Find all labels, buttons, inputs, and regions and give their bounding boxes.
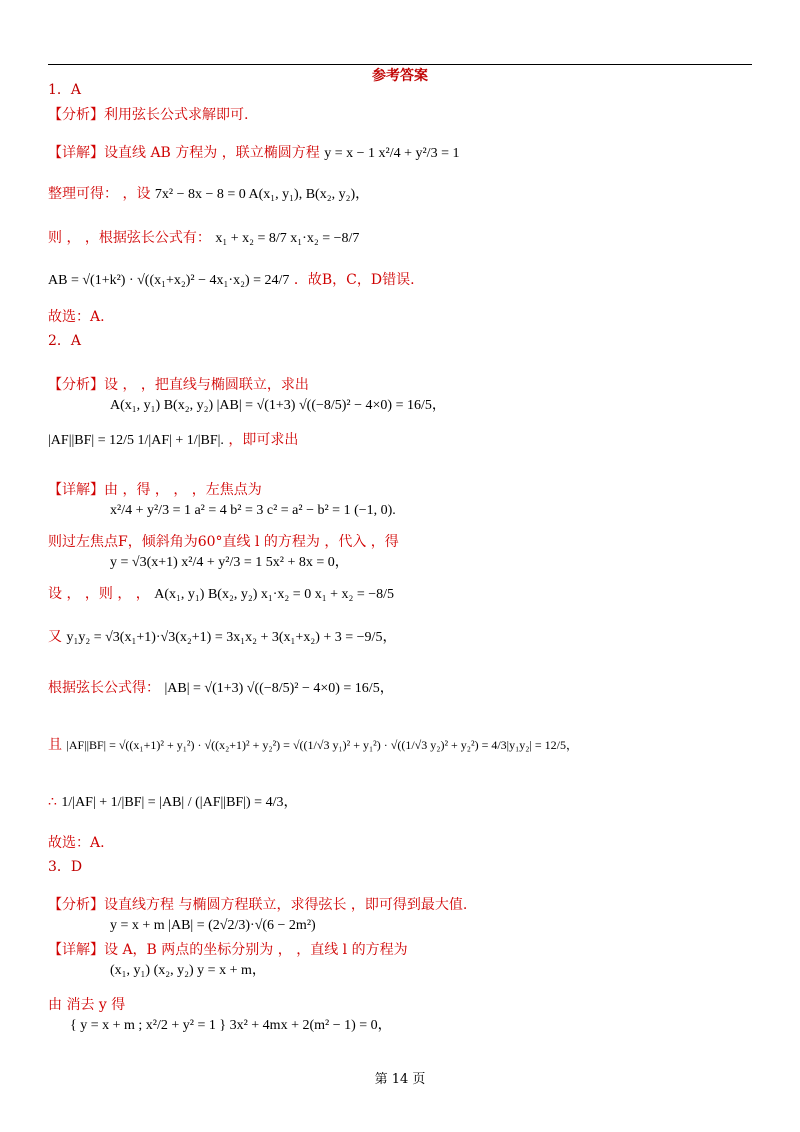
- formula: y = x − 1 x²/4 + y²/3 = 1: [324, 146, 460, 161]
- q1-answer: 故选：A.: [48, 309, 105, 325]
- question-2-number: 2．A: [48, 333, 82, 349]
- q2-line-3: 【详解】由 ，得 ， ， ，左焦点为: [48, 482, 262, 498]
- q3-line-3: 由 消去 y 得: [48, 997, 126, 1013]
- q3-line-2: 【详解】设 A，B 两点的坐标分别为 ， ，直线 l 的方程为: [48, 942, 408, 958]
- q2-answer: 故选：A.: [48, 835, 105, 851]
- detail-label: 【详解】: [48, 145, 104, 161]
- q2-line-8: 且 |AF||BF| = √((x₁+1)² + y₁²) · √((x₂+1)² + y₂²) = √((1/√3 y₁)² + y₁²) · √((1/√3 y₂)² + y₂²) = 4/3|y₁y₂| = 12/5，: [48, 737, 578, 753]
- formula: (x₁, y₁) (x₂, y₂) y = x + m，: [110, 963, 266, 978]
- q2-line-3-formula: [110, 500, 800, 521]
- analysis-label: 【分析】: [48, 377, 104, 393]
- q3-line-1: 【分析】设直线方程 与椭圆方程联立，求得弦长 ，即可得到最大值.: [48, 897, 468, 913]
- q3-line-3-formula: [70, 1015, 780, 1036]
- formula: |AF||BF| = √((x₁+1)² + y₁²) · √((x₂+1)² + y₂²) = √((1/√3 y₁)² + y₁²) · √((1/√3 y₂)² + y₂²) = 4/3|y₁y₂| = 12/5，: [66, 738, 578, 752]
- q2-line-6: 又 y₁y₂ = √3(x₁+1)·√3(x₂+1) = 3x₁x₂ + 3(x₁+x₂) + 3 = −9/5，: [48, 629, 397, 645]
- q2-line-4-formula: [110, 552, 800, 573]
- formula: A(x₁, y₁) B(x₂, y₂) x₁·x₂ = 0 x₁ + x₂ = −8/5: [154, 587, 395, 602]
- formula: |AF||BF| = 12/5 1/|AF| + 1/|BF|.: [48, 433, 224, 448]
- formula: x²/4 + y²/3 = 1 a² = 4 b² = 3 c² = a² − b² = 1 (−1, 0).: [110, 503, 396, 518]
- q1-line-1: 【分析】利用弦长公式求解即可.: [48, 107, 249, 123]
- analysis-label: 【分析】: [48, 107, 104, 123]
- q2-line-5: 设 ， ，则 ， ， A(x₁, y₁) B(x₂, y₂) x₁·x₂ = 0 x₁ + x₂ = −8/5: [48, 586, 395, 602]
- page-title: 参考答案: [372, 68, 428, 84]
- formula: y₁y₂ = √3(x₁+1)·√3(x₂+1) = 3x₁x₂ + 3(x₁+x₂) + 3 = −9/5，: [66, 630, 397, 645]
- page-number: 第 14 页: [374, 1072, 426, 1087]
- q3-line-1-formula: [110, 915, 800, 936]
- formula: y = x + m |AB| = (2√2/3)·√(6 − 2m²): [110, 918, 316, 933]
- formula: AB = √(1+k²) · √((x₁+x₂)² − 4x₁·x₂) = 24/7: [48, 273, 290, 288]
- q1-line-5: AB = √(1+k²) · √((x₁+x₂)² − 4x₁·x₂) = 24/7 ．故B，C，D错误.: [48, 272, 415, 288]
- question-1-number: 1．A: [48, 82, 82, 98]
- q2-line-2: |AF||BF| = 12/5 1/|AF| + 1/|BF|. ，即可求出: [48, 432, 299, 448]
- q3-line-2-formula: [110, 960, 800, 981]
- detail-label: 【详解】: [48, 942, 104, 958]
- q1-line-2: 【详解】设直线 AB 方程为 ，联立椭圆方程 y = x − 1 x²/4 + y²/3 = 1: [48, 145, 460, 161]
- detail-label: 【详解】: [48, 482, 104, 498]
- q1-line-4: 则 ， ，根据弦长公式有： x₁ + x₂ = 8/7 x₁·x₂ = −8/7: [48, 230, 360, 246]
- q2-line-7: 根据弦长公式得： |AB| = √(1+3) √((−8/5)² − 4×0) = 16/5，: [48, 680, 394, 696]
- formula: y = √3(x+1) x²/4 + y²/3 = 1 5x² + 8x = 0，: [110, 555, 349, 570]
- question-3-number: 3．D: [48, 859, 83, 875]
- q2-line-9: ∴ 1/|AF| + 1/|BF| = |AB| / (|AF||BF|) = 4/3，: [48, 794, 298, 810]
- q2-line-4: 则过左焦点F，倾斜角为60°直线 l 的方程为 ，代入 ，得: [48, 534, 399, 550]
- formula: A(x₁, y₁) B(x₂, y₂) |AB| = √(1+3) √((−8/5)² − 4×0) = 16/5，: [110, 398, 446, 413]
- formula: { y = x + m ; x²/2 + y² = 1 } 3x² + 4mx + 2(m² − 1) = 0，: [70, 1018, 392, 1033]
- formula: 7x² − 8x − 8 = 0 A(x₁, y₁), B(x₂, y₂)，: [154, 187, 370, 202]
- q2-line-1-formula: [110, 395, 800, 416]
- q1-line-3: 整理可得： ，设 7x² − 8x − 8 = 0 A(x₁, y₁), B(x₂, y₂)，: [48, 186, 370, 202]
- formula: x₁ + x₂ = 8/7 x₁·x₂ = −8/7: [215, 231, 360, 246]
- q2-line-1: 【分析】设 ， ，把直线与椭圆联立，求出: [48, 377, 309, 393]
- formula: |AB| = √(1+3) √((−8/5)² − 4×0) = 16/5，: [164, 681, 394, 696]
- formula: 1/|AF| + 1/|BF| = |AB| / (|AF||BF|) = 4/3，: [61, 795, 298, 810]
- analysis-label: 【分析】: [48, 897, 104, 913]
